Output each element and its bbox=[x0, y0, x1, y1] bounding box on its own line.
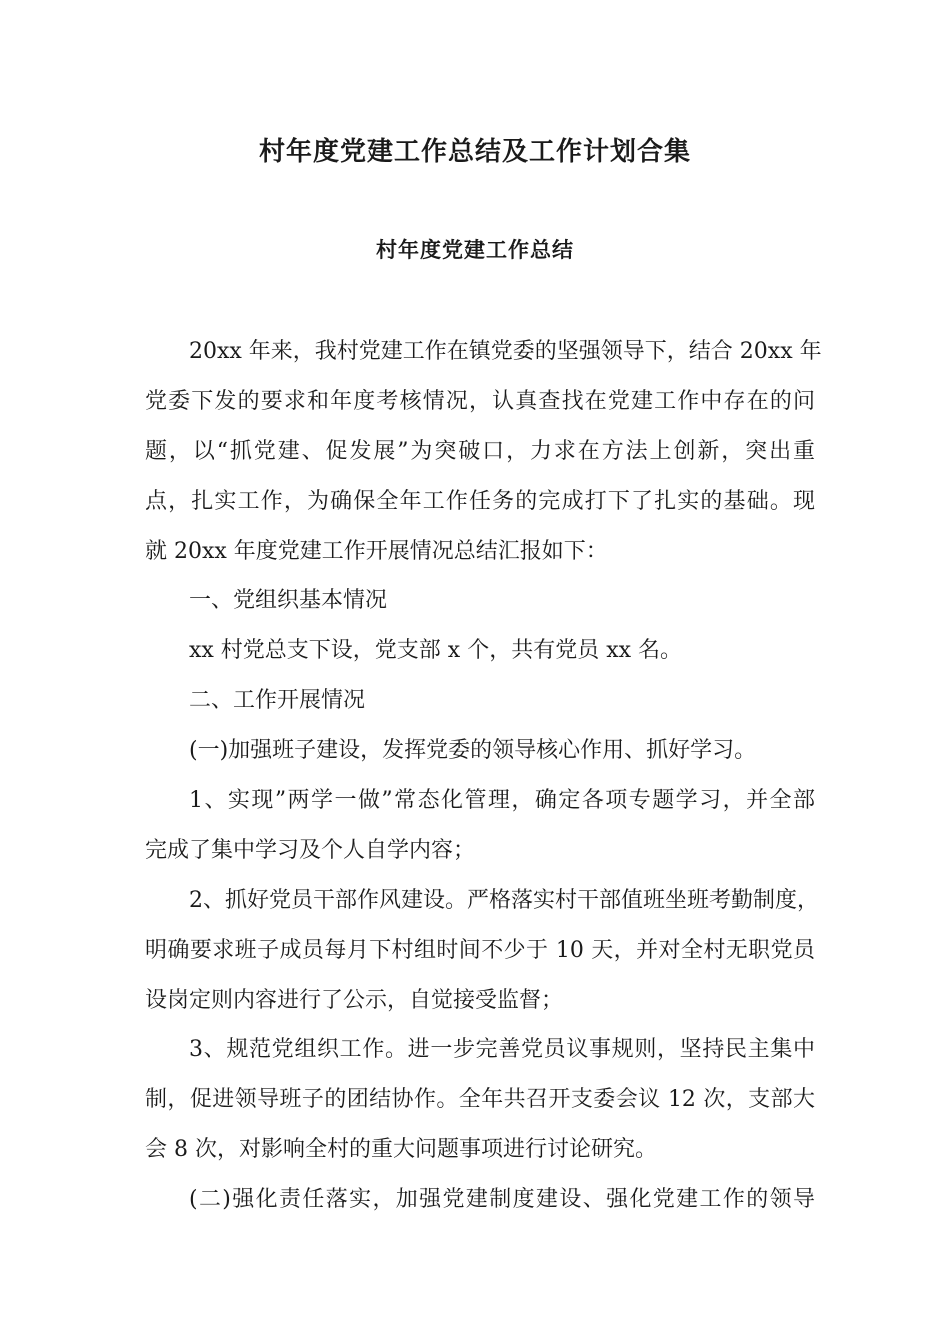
paragraph-line: (一)加强班子建设，发挥党委的领导核心作用、抓好学习。 bbox=[189, 738, 757, 764]
paragraph-line: 二、工作开展情况 bbox=[189, 688, 366, 714]
section-title: 村年度党建工作总结 bbox=[376, 237, 574, 262]
body-text bbox=[145, 334, 822, 1232]
paragraph-line: 点，扎实工作，为确保全年工作任务的完成打下了扎实的基础。现 bbox=[145, 488, 815, 514]
paragraph-line: 题，以“抓党建、促发展”为突破口，力求在方法上创新，突出重 bbox=[145, 438, 815, 464]
paragraph-line: 20xx 年来，我村党建工作在镇党委的坚强领导下，结合 20xx 年 bbox=[189, 339, 822, 364]
paragraph-line: 就 20xx 年度党建工作开展情况总结汇报如下： bbox=[145, 538, 608, 564]
paragraph-line: 1、实现”两学一做”常态化管理，确定各项专题学习，并全部 bbox=[189, 788, 815, 814]
paragraph-line: 3、规范党组织工作。进一步完善党员议事规则，坚持民主集中 bbox=[189, 1037, 815, 1063]
paragraph-line: 制，促进领导班子的团结协作。全年共召开支委会议 12 次，支部大 bbox=[145, 1087, 815, 1113]
paragraph-line: 完成了集中学习及个人自学内容； bbox=[145, 837, 476, 863]
paragraph-line: xx 村党总支下设，党支部 x 个，共有党员 xx 名。 bbox=[189, 638, 683, 664]
paragraph-line: 2、抓好党员干部作风建设。严格落实村干部值班坐班考勤制度， bbox=[189, 887, 819, 913]
document-title: 村年度党建工作总结及工作计划合集 bbox=[258, 137, 691, 167]
paragraph-line: (二)强化责任落实，加强党建制度建设、强化党建工作的领导 bbox=[189, 1187, 815, 1213]
paragraph-line: 一、党组织基本情况 bbox=[189, 588, 388, 614]
paragraph-line: 党委下发的要求和年度考核情况，认真查找在党建工作中存在的问 bbox=[145, 388, 815, 414]
paragraph-line: 明确要求班子成员每月下村组时间不少于 10 天，并对全村无职党员 bbox=[145, 937, 815, 963]
paragraph-line: 会 8 次，对影响全村的重大问题事项进行讨论研究。 bbox=[145, 1137, 657, 1163]
paragraph-line: 设岗定则内容进行了公示，自觉接受监督； bbox=[145, 987, 564, 1013]
